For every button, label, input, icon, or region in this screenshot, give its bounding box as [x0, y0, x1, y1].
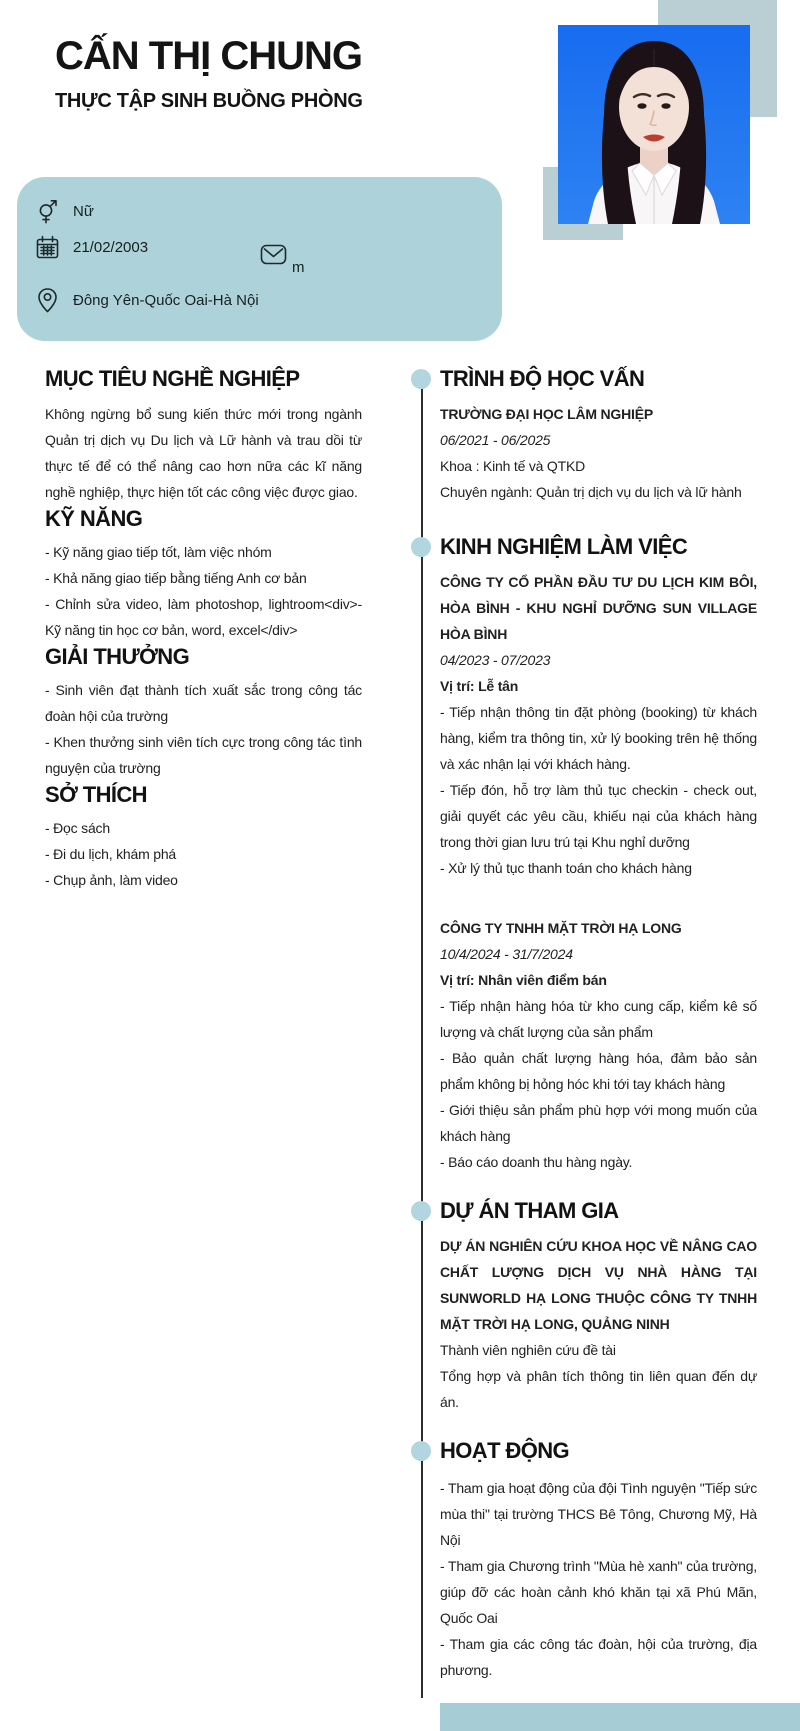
envelope-icon — [260, 243, 287, 266]
duty-item: - Tiếp nhận thông tin đặt phòng (booking) từ khách hàng, kiểm tra thông tin, xử lý booking trên hệ thống và xác nhận lại với khách hàng. — [440, 704, 757, 772]
education-entry — [440, 401, 757, 505]
duty-item: - Tiếp nhận hàng hóa từ kho cung cấp, kiểm kê số lượng và chất lượng của sản phẩm — [440, 998, 757, 1040]
experience-entry — [440, 915, 757, 1175]
section-dot-icon — [411, 1441, 431, 1461]
list-item: - Tham gia các công tác đoàn, hội của trường, địa phương. — [440, 1636, 757, 1678]
contact-row-email — [260, 243, 305, 276]
duty-item: - Tiếp đón, hỗ trợ làm thủ tục checkin - check out, giải quyết các yêu cầu, khiếu nại của khách hàng trong thời gian lưu trú tại Khu nghỉ dưỡng — [440, 782, 757, 850]
list-item: - Tham gia hoạt động của đội Tình nguyện "Tiếp sức mùa thi" tại trường THCS Bê Tông, Chương Mỹ, Hà Nội — [440, 1480, 757, 1548]
dob-value: 21/02/2003 — [73, 239, 149, 256]
section-heading-label: KINH NGHIỆM LÀM VIỆC — [440, 534, 688, 559]
page-title: CẤN THỊ CHUNG — [55, 34, 362, 78]
hobbies-list — [45, 815, 362, 893]
school-name: TRƯỜNG ĐẠI HỌC LÂM NGHIỆP — [440, 406, 653, 422]
duty-item: - Xử lý thủ tục thanh toán cho khách hàng — [440, 860, 692, 876]
list-item: - Khả năng giao tiếp bằng tiếng Anh cơ bản — [45, 570, 307, 586]
section-heading-activities — [440, 1437, 757, 1465]
section-heading-hobbies: SỞ THÍCH — [45, 782, 147, 807]
calendar-icon — [35, 235, 60, 260]
section-dot-icon — [411, 1201, 431, 1221]
section-heading-label: HOẠT ĐỘNG — [440, 1438, 570, 1463]
address-value: Đông Yên-Quốc Oai-Hà Nội — [73, 292, 259, 309]
duty-item: - Giới thiệu sản phẩm phù hợp với mong muốn của khách hàng — [440, 1102, 757, 1144]
list-item: - Kỹ năng giao tiếp tốt, làm việc nhóm — [45, 544, 272, 560]
gender-icon — [35, 199, 60, 224]
job-position: Vị trí: Nhân viên điểm bán — [440, 972, 607, 988]
job-period: 10/4/2024 - 31/7/2024 — [440, 946, 573, 962]
right-column — [440, 365, 757, 1683]
contact-row-address — [35, 287, 259, 314]
contact-row-gender — [35, 199, 94, 224]
gender-value: Nữ — [73, 203, 94, 220]
project-detail: Tổng hợp và phân tích thông tin liên quan đến dự án. — [440, 1368, 757, 1410]
section-dot-icon — [411, 537, 431, 557]
list-item: - Chụp ảnh, làm video — [45, 872, 178, 888]
job-period: 04/2023 - 07/2023 — [440, 652, 551, 668]
experience-entry — [440, 569, 757, 881]
education-major: Chuyên ngành: Quản trị dịch vụ du lịch và lữ hành — [440, 484, 742, 500]
section-heading-skills: KỸ NĂNG — [45, 506, 143, 531]
contact-row-dob — [35, 235, 148, 260]
section-heading-label: TRÌNH ĐỘ HỌC VẤN — [440, 366, 645, 391]
profile-photo — [558, 25, 750, 224]
company-name: CÔNG TY CỔ PHẦN ĐẦU TƯ DU LỊCH KIM BÔI, HÒA BÌNH - KHU NGHỈ DƯỠNG SUN VILLAGE HÒA BÌNH — [440, 574, 757, 642]
job-title: THỰC TẬP SINH BUỒNG PHÒNG — [55, 90, 363, 112]
list-item: - Đọc sách — [45, 820, 110, 836]
section-dot-icon — [411, 369, 431, 389]
list-item: - Sinh viên đạt thành tích xuất sắc trong công tác đoàn hội của trường — [45, 682, 362, 724]
section-heading-experience — [440, 533, 757, 561]
location-pin-icon — [35, 287, 60, 314]
left-column — [45, 365, 362, 893]
section-heading-projects — [440, 1197, 757, 1225]
timeline-line — [421, 388, 423, 1698]
company-name: CÔNG TY TNHH MẶT TRỜI HẠ LONG — [440, 920, 682, 936]
duty-item: - Bảo quản chất lượng hàng hóa, đảm bảo sản phẩm không bị hỏng hóc khi tới tay khách hàng — [440, 1050, 757, 1092]
project-entry — [440, 1233, 757, 1415]
contact-card — [17, 177, 502, 341]
objective-text: Không ngừng bổ sung kiến thức mới trong ngành Quản trị dịch vụ Du lịch và Lữ hành và trau dồi từ thực tế để có thể nâng cao hơn nữa các kĩ năng nghề nghiệp, thực hiện tốt các công việc được giao. — [45, 406, 362, 500]
section-heading-awards: GIẢI THƯỞNG — [45, 644, 190, 669]
section-heading-label: DỰ ÁN THAM GIA — [440, 1198, 619, 1223]
list-item: - Chỉnh sửa video, làm photoshop, lightroom<div>- Kỹ năng tin học cơ bản, word, excel</div> — [45, 596, 362, 638]
section-heading-objective: MỤC TIÊU NGHỀ NGHIỆP — [45, 366, 300, 391]
section-heading-education — [440, 365, 757, 393]
email-value: m — [292, 259, 305, 276]
activities-list — [440, 1475, 757, 1683]
list-item: - Khen thưởng sinh viên tích cực trong công tác tình nguyện của trường — [45, 734, 362, 776]
footer-accent-bar — [440, 1703, 800, 1731]
list-item: - Đi du lịch, khám phá — [45, 846, 176, 862]
duty-item: - Báo cáo doanh thu hàng ngày. — [440, 1154, 633, 1170]
skills-list — [45, 539, 362, 643]
education-faculty: Khoa : Kinh tế và QTKD — [440, 458, 586, 474]
project-role: Thành viên nghiên cứu đề tài — [440, 1342, 616, 1358]
education-period: 06/2021 - 06/2025 — [440, 432, 551, 448]
awards-list — [45, 677, 362, 781]
list-item: - Tham gia Chương trình "Mùa hè xanh" của trường, giúp đỡ các hoàn cảnh khó khăn tại xã Phú Mãn, Quốc Oai — [440, 1558, 757, 1626]
job-position: Vị trí: Lễ tân — [440, 678, 519, 694]
project-title: DỰ ÁN NGHIÊN CỨU KHOA HỌC VỀ NÂNG CAO CHẤT LƯỢNG DỊCH VỤ NHÀ HÀNG TẠI SUNWORLD HẠ LONG THUỘC CÔNG TY TNHH MẶT TRỜI HẠ LONG, QUẢNG NINH — [440, 1238, 757, 1332]
